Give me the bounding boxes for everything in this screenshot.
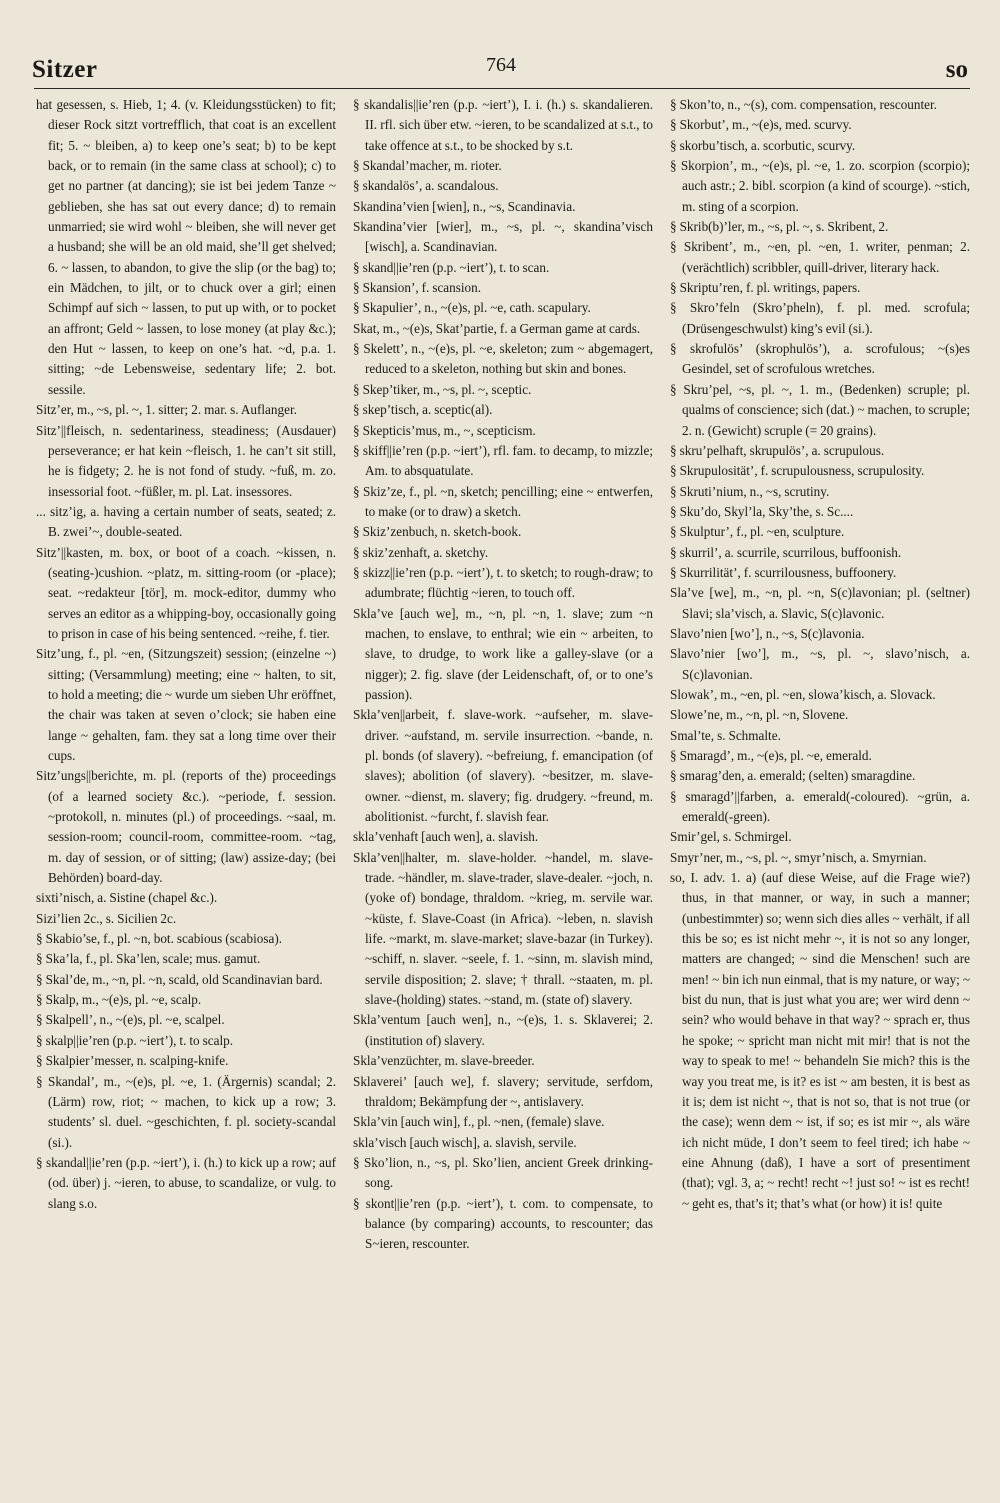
dictionary-entry: Skandina’vien [wien], n., ~s, Scandinavia. bbox=[353, 198, 576, 214]
header-left-catchword: Sitzer bbox=[32, 56, 98, 83]
dictionary-entry: § skandal||ie’ren (p.p. ~iert’), i. (h.) to kick up a row; auf (od. über) j. ~ieren, to abuse, to scandalize, or vulg. to slang s.o. bbox=[36, 1154, 336, 1211]
dictionary-entry: § Skriptu’ren, f. pl. writings, papers. bbox=[670, 280, 861, 296]
header-rule bbox=[34, 88, 970, 89]
dictionary-entry: § Skro’feln (Skro’pheln), f. pl. med. scrofula; (Drüsengeschwulst) king’s evil (si.). bbox=[670, 300, 970, 336]
dictionary-entry: § Skiz’ze, f., pl. ~n, sketch; pencilling; eine ~ entwerfen, to make (or to draw) a sketch. bbox=[353, 483, 653, 519]
dictionary-entry: Skla’ve [auch we], m., ~n, pl. ~n, 1. slave; zum ~n machen, to enslave, to enthral; wie ein ~ arbeiten, to slave, to drudge, to work like a galley-slave (or a nigger); 2. fig. slave (der Leidenschaft, of, or to one’s passion). bbox=[353, 605, 653, 702]
dictionary-entry: § Ska’la, f., pl. Ska’len, scale; mus. gamut. bbox=[36, 951, 261, 967]
dictionary-entry: § Skelett’, n., ~(e)s, pl. ~e, skeleton; zum ~ abgemagert, reduced to a skeleton, nothing but skin and bones. bbox=[353, 341, 653, 377]
dictionary-entry: § skiz’zenhaft, a. sketchy. bbox=[353, 544, 489, 560]
dictionary-entry: § Sko’lion, n., ~s, pl. Sko’lien, ancient Greek drinking-song. bbox=[353, 1154, 653, 1191]
dictionary-entry: § smarag’den, a. emerald; (selten) smaragdine. bbox=[670, 768, 916, 784]
dictionary-entry: § Skabio’se, f., pl. ~n, bot. scabious (scabiosa). bbox=[36, 931, 283, 947]
dictionary-entry: § skizz||ie’ren (p.p. ~iert’), t. to sketch; to rough-draw; to adumbrate; flüchtig ~ieren, to touch off. bbox=[353, 564, 653, 601]
dictionary-entry: § Skiz’zenbuch, n. sketch-book. bbox=[353, 524, 522, 540]
dictionary-entry: Skla’venzüchter, m. slave-breeder. bbox=[353, 1053, 535, 1069]
dictionary-entry: hat gesessen, s. Hieb, 1; 4. (v. Kleidungsstücken) to fit; dieser Rock sitzt vortrefflich, that coat is an excellent fit; 5. ~ bleiben, a) to keep one’s seat; b) to be kept back, or to remain (in the same class at school); c) to get no partner (at dancing); sie ist bei jedem Tanze ~ geblieben, she has sat out every dance; d) to remain unmarried; sie wird wohl ~ bleiben, she will never get a husband; she will be an old maid, she’ll get shelved; 6. ~ lassen, to abandon, to give the slip (or the bag) to; ein Mädchen, to jilt, or to chuck over a girl; einen Schimpf auf sich ~ lassen, to put up with, or to pocket an affront; Geld ~ lassen, to lose money (at play &c.); den Hut ~ lassen, to keep on one’s hat. ~d, p.a. 1. sitting; ~de Lebensweise, sedentary life; 2. bot. sessile. bbox=[36, 97, 336, 397]
dictionary-entry: § Skal’de, m., ~n, pl. ~n, scald, old Scandinavian bard. bbox=[36, 971, 323, 987]
dictionary-entry: § Skalpell’, n., ~(e)s, pl. ~e, scalpel. bbox=[36, 1012, 225, 1028]
dictionary-entry: § skandalis||ie’ren (p.p. ~iert’), I. i. (h.) s. skandalieren. II. rfl. sich über etw. ~ieren, to be scandalized at s.t., to take offence at s.t., to be shocked by s.t. bbox=[353, 97, 653, 153]
dictionary-entry: § Skru’pel, ~s, pl. ~, 1. m., (Bedenken) scruple; pl. qualms of conscience; sich (dat.) ~ machen, to scruple; 2. n. (Gewicht) scruple (= 20 grains). bbox=[670, 381, 970, 438]
dictionary-entry: Skat, m., ~(e)s, Skat’partie, f. a German game at cards. bbox=[353, 320, 641, 336]
dictionary-entry: § Skorbut’, m., ~(e)s, med. scurvy. bbox=[670, 117, 852, 133]
dictionary-entry: § skont||ie’ren (p.p. ~iert’), t. com. to compensate, to balance (by comparing) accounts, to rescounter; das S~ieren, rescounter. bbox=[353, 1195, 653, 1252]
dictionary-entry: Sitz’ung, f., pl. ~en, (Sitzungszeit) session; (einzelne ~) sitting; (Versammlung) meeting; eine ~ halten, to sit, to hold a meeting; die ~ wurde um sieben Uhr eröffnet, the chair was taken at seven o’clock; sie haben eine lange ~ gehalten, fam. they sat a long time over their cups. bbox=[36, 646, 336, 763]
header-right-catchword: so bbox=[945, 56, 968, 83]
dictionary-entry: Sitz’||kasten, m. box, or boot of a coach. ~kissen, n. (seating-)cushion. ~platz, m. sitting-room (or -place); seat. ~redakteur [tör], m. mock-editor, dummy who serves an editor as a whipping-boy, occasionally going to prison in case of his being sentenced. ~reihe, f. tier. bbox=[36, 544, 336, 641]
dictionary-entry: Sla’ve [we], m., ~n, pl. ~n, S(c)lavonian; pl. (seltner) Slavi; sla’visch, a. Slavic, S(c)lavonic. bbox=[670, 585, 970, 621]
dictionary-entry: Skla’ven||arbeit, f. slave-work. ~aufseher, m. slave-driver. ~aufstand, m. servile insurrection. ~bande, n. pl. bonds (of slavery). ~befreiung, f. emancipation (of slaves); abolition (of slavery). ~besitzer, m. slave-owner. ~dienst, m. slavery; fig. drudgery. ~freund, m. abolitionist. ~furcht, f. slavish fear. bbox=[353, 707, 653, 825]
column-right bbox=[670, 95, 970, 1475]
page-number: 764 bbox=[486, 54, 516, 76]
dictionary-entry: § skurril’, a. scurrile, scurrilous, buffoonish. bbox=[670, 544, 902, 560]
dictionary-entry: Skla’ven||halter, m. slave-holder. ~handel, m. slave-trade. ~händler, m. slave-trader, slave-dealer. ~joch, n. (yoke of) bondage, thraldom. ~krieg, m. servile war. ~küste, f. Slave-Coast (in Africa). ~leben, n. slavish life. ~markt, m. slave-market; slave-bazar (in Turkey). ~schiff, n. slaver. ~seele, f. 1. ~sinn, m. slavish mind, servile disposition; 2. slave; † thrall. ~staaten, m. pl. slave-(holding) states. ~stand, m. (state of) slavery. bbox=[353, 849, 653, 1008]
dictionary-entry: Slowe’ne, m., ~n, pl. ~n, Slovene. bbox=[670, 707, 849, 723]
dictionary-entry: Sitz’||fleisch, n. sedentariness, steadiness; (Ausdauer) perseverance; er hat kein ~fleisch, 1. he can’t sit still, he is fidgety; 2. he is not fond of study. ~fuß, m. zo. insessorial foot. ~füßler, m. pl. Lat. insessores. bbox=[36, 422, 336, 499]
dictionary-entry: § Skrupulosität’, f. scrupulousness, scrupulosity. bbox=[670, 463, 925, 479]
dictionary-entry: § Skansion’, f. scansion. bbox=[353, 280, 482, 296]
dictionary-entry: § skalp||ie’ren (p.p. ~iert’), t. to scalp. bbox=[36, 1032, 234, 1048]
dictionary-entry: § Skribent’, m., ~en, pl. ~en, 1. writer, penman; 2. (verächtlich) scribbler, quill-driver, literary hack. bbox=[670, 239, 970, 275]
dictionary-entry: § skru’pelhaft, skrupulös’, a. scrupulous. bbox=[670, 442, 885, 458]
dictionary-entry: § skiff||ie’ren (p.p. ~iert’), rfl. fam. to decamp, to mizzle; Am. to absquatulate. bbox=[353, 442, 653, 479]
dictionary-entry: Skla’vin [auch win], f., pl. ~nen, (female) slave. bbox=[353, 1114, 605, 1130]
dictionary-entry: § Skurrilität’, f. scurrilousness, buffoonery. bbox=[670, 564, 897, 580]
dictionary-entry: so, I. adv. 1. a) (auf diese Weise, auf die Frage wie?) thus, in that manner, or way, in such a manner; (unbestimmter) so; wenn sich dies alles ~ verhält, if all this be so; es ist nicht mehr ~, it is not so any longer, matters are changed; ~ sind die Menschen! such are men! ~ bin ich nun einmal, that is my nature, or way; ~ bist du nun, that is just what you are; wer wird denn ~ sein? who would behave in that way? ~ sprach er, thus he spoke; ~ spricht man nicht mit mir! that is not the way to speak to me! ~ behandeln Sie mich? this is the way you treat me, is it? es ist ~ am besten, it is best as it is; dem ist nicht ~, that is not so, that is not true (or the case); wenn dem ~ ist, if so; es ist mir ~, als wäre ich nicht müde, I don’t seem to feel tired; ich habe ~ eine Ahnung (daß), I have a sort of presentiment (that); vgl. 3, a; ~ recht! recht ~! just so! ~ ist es recht! ~ geht es, that’s it; that’s what (or how) it is! quite bbox=[670, 870, 970, 1211]
dictionary-entry: § Skandal’macher, m. rioter. bbox=[353, 158, 502, 174]
dictionary-entry: Sitz’ungs||berichte, m. pl. (reports of the) proceedings (of a learned society &c.). ~periode, f. session. ~protokoll, n. minutes (pl.) of proceedings. ~saal, m. session-room; council-room, committee-room. ~tag, m. day of session, or of sitting; (law) assize-day; (bei Behörden) board-day. bbox=[36, 768, 336, 886]
dictionary-entry: Smir’gel, s. Schmirgel. bbox=[670, 829, 792, 845]
dictionary-entry: Smal’te, s. Schmalte. bbox=[670, 727, 781, 743]
dictionary-entry: § Skandal’, m., ~(e)s, pl. ~e, 1. (Ärgernis) scandal; 2. (Lärm) row, riot; ~ machen, to kick up a row; 3. students’ sl. duel. ~geschichten, f. pl. society-scandal (si.). bbox=[36, 1073, 336, 1150]
dictionary-entry: Skandina’vier [wier], m., ~s, pl. ~, skandina’visch [wisch], a. Scandinavian. bbox=[353, 219, 653, 255]
dictionary-entry: Smyr’ner, m., ~s, pl. ~, smyr’nisch, a. Smyrnian. bbox=[670, 849, 927, 865]
dictionary-entry: § Skorpion’, m., ~(e)s, pl. ~e, 1. zo. scorpion (scorpio); auch astr.; 2. bibl. scorpion (a kind of scourge). ~stich, m. sting of a scorpion. bbox=[670, 158, 970, 214]
dictionary-entry: Sitz’er, m., ~s, pl. ~, 1. sitter; 2. mar. s. Auflanger. bbox=[36, 402, 297, 418]
dictionary-entry: § Sku’do, Skyl’la, Sky’the, s. Sc.... bbox=[670, 503, 854, 519]
column-left bbox=[36, 95, 336, 1475]
dictionary-entry: Skla’ventum [auch wen], n., ~(e)s, 1. s. Sklaverei; 2. (institution of) slavery. bbox=[353, 1012, 653, 1048]
dictionary-entry: § skand||ie’ren (p.p. ~iert’), t. to scan. bbox=[353, 259, 550, 275]
dictionary-entry: Slowak’, m., ~en, pl. ~en, slowa’kisch, a. Slovack. bbox=[670, 686, 936, 702]
dictionary-entry: § Smaragd’, m., ~(e)s, pl. ~e, emerald. bbox=[670, 748, 872, 763]
dictionary-entry: sixti’nisch, a. Sistine (chapel &c.). bbox=[36, 890, 218, 906]
dictionary-entry: § Skep’tiker, m., ~s, pl. ~, sceptic. bbox=[353, 381, 532, 397]
dictionary-entry: Slavo’nier [wo’], m., ~s, pl. ~, slavo’nisch, a. S(c)lavonian. bbox=[670, 646, 970, 682]
dictionary-entry: § Skon’to, n., ~(s), com. compensation, rescounter. bbox=[670, 97, 937, 112]
dictionary-entry: Slavo’nien [wo’], n., ~s, S(c)lavonia. bbox=[670, 625, 865, 641]
dictionary-entry: § Skalpier’messer, n. scalping-knife. bbox=[36, 1053, 229, 1069]
dictionary-entry: § Skapulier’, n., ~(e)s, pl. ~e, cath. scapulary. bbox=[353, 300, 591, 316]
dictionary-entry: § smaragd’||farben, a. emerald(-coloured). ~grün, a. emerald(-green). bbox=[670, 788, 970, 825]
dictionary-entry: § skrofulös’ (skrophulös’), a. scrofulous; ~(s)es Gesindel, set of scrofulous wretches. bbox=[670, 341, 970, 377]
column-middle bbox=[353, 95, 653, 1475]
dictionary-entry: § Skulptur’, f., pl. ~en, sculpture. bbox=[670, 524, 845, 540]
dictionary-entry: § skandalös’, a. scandalous. bbox=[353, 178, 499, 194]
dictionary-entry: skla’visch [auch wisch], a. slavish, servile. bbox=[353, 1134, 577, 1150]
page-header bbox=[28, 52, 974, 92]
dictionary-entry: ... sitz’ig, a. having a certain number of seats, seated; z. B. zwei’~, double-seated. bbox=[36, 503, 336, 540]
dictionary-entry: § Skalp, m., ~(e)s, pl. ~e, scalp. bbox=[36, 992, 202, 1008]
dictionary-entry: § Skrib(b)’ler, m., ~s, pl. ~, s. Skribent, 2. bbox=[670, 219, 889, 235]
dictionary-entry: Sklaverei’ [auch we], f. slavery; servitude, serfdom, thraldom; Bekämpfung der ~, antislavery. bbox=[353, 1073, 653, 1109]
dictionary-entry: § Skepticis’mus, m., ~, scepticism. bbox=[353, 422, 536, 438]
dictionary-entry: Sizi’lien 2c., s. Sicilien 2c. bbox=[36, 910, 177, 926]
dictionary-entry: § skorbu’tisch, a. scorbutic, scurvy. bbox=[670, 137, 856, 153]
dictionary-entry: skla’venhaft [auch wen], a. slavish. bbox=[353, 829, 539, 845]
dictionary-entry: § Skruti’nium, n., ~s, scrutiny. bbox=[670, 483, 830, 499]
dictionary-entry: § skep’tisch, a. sceptic(al). bbox=[353, 402, 493, 418]
text-columns bbox=[36, 95, 971, 1475]
